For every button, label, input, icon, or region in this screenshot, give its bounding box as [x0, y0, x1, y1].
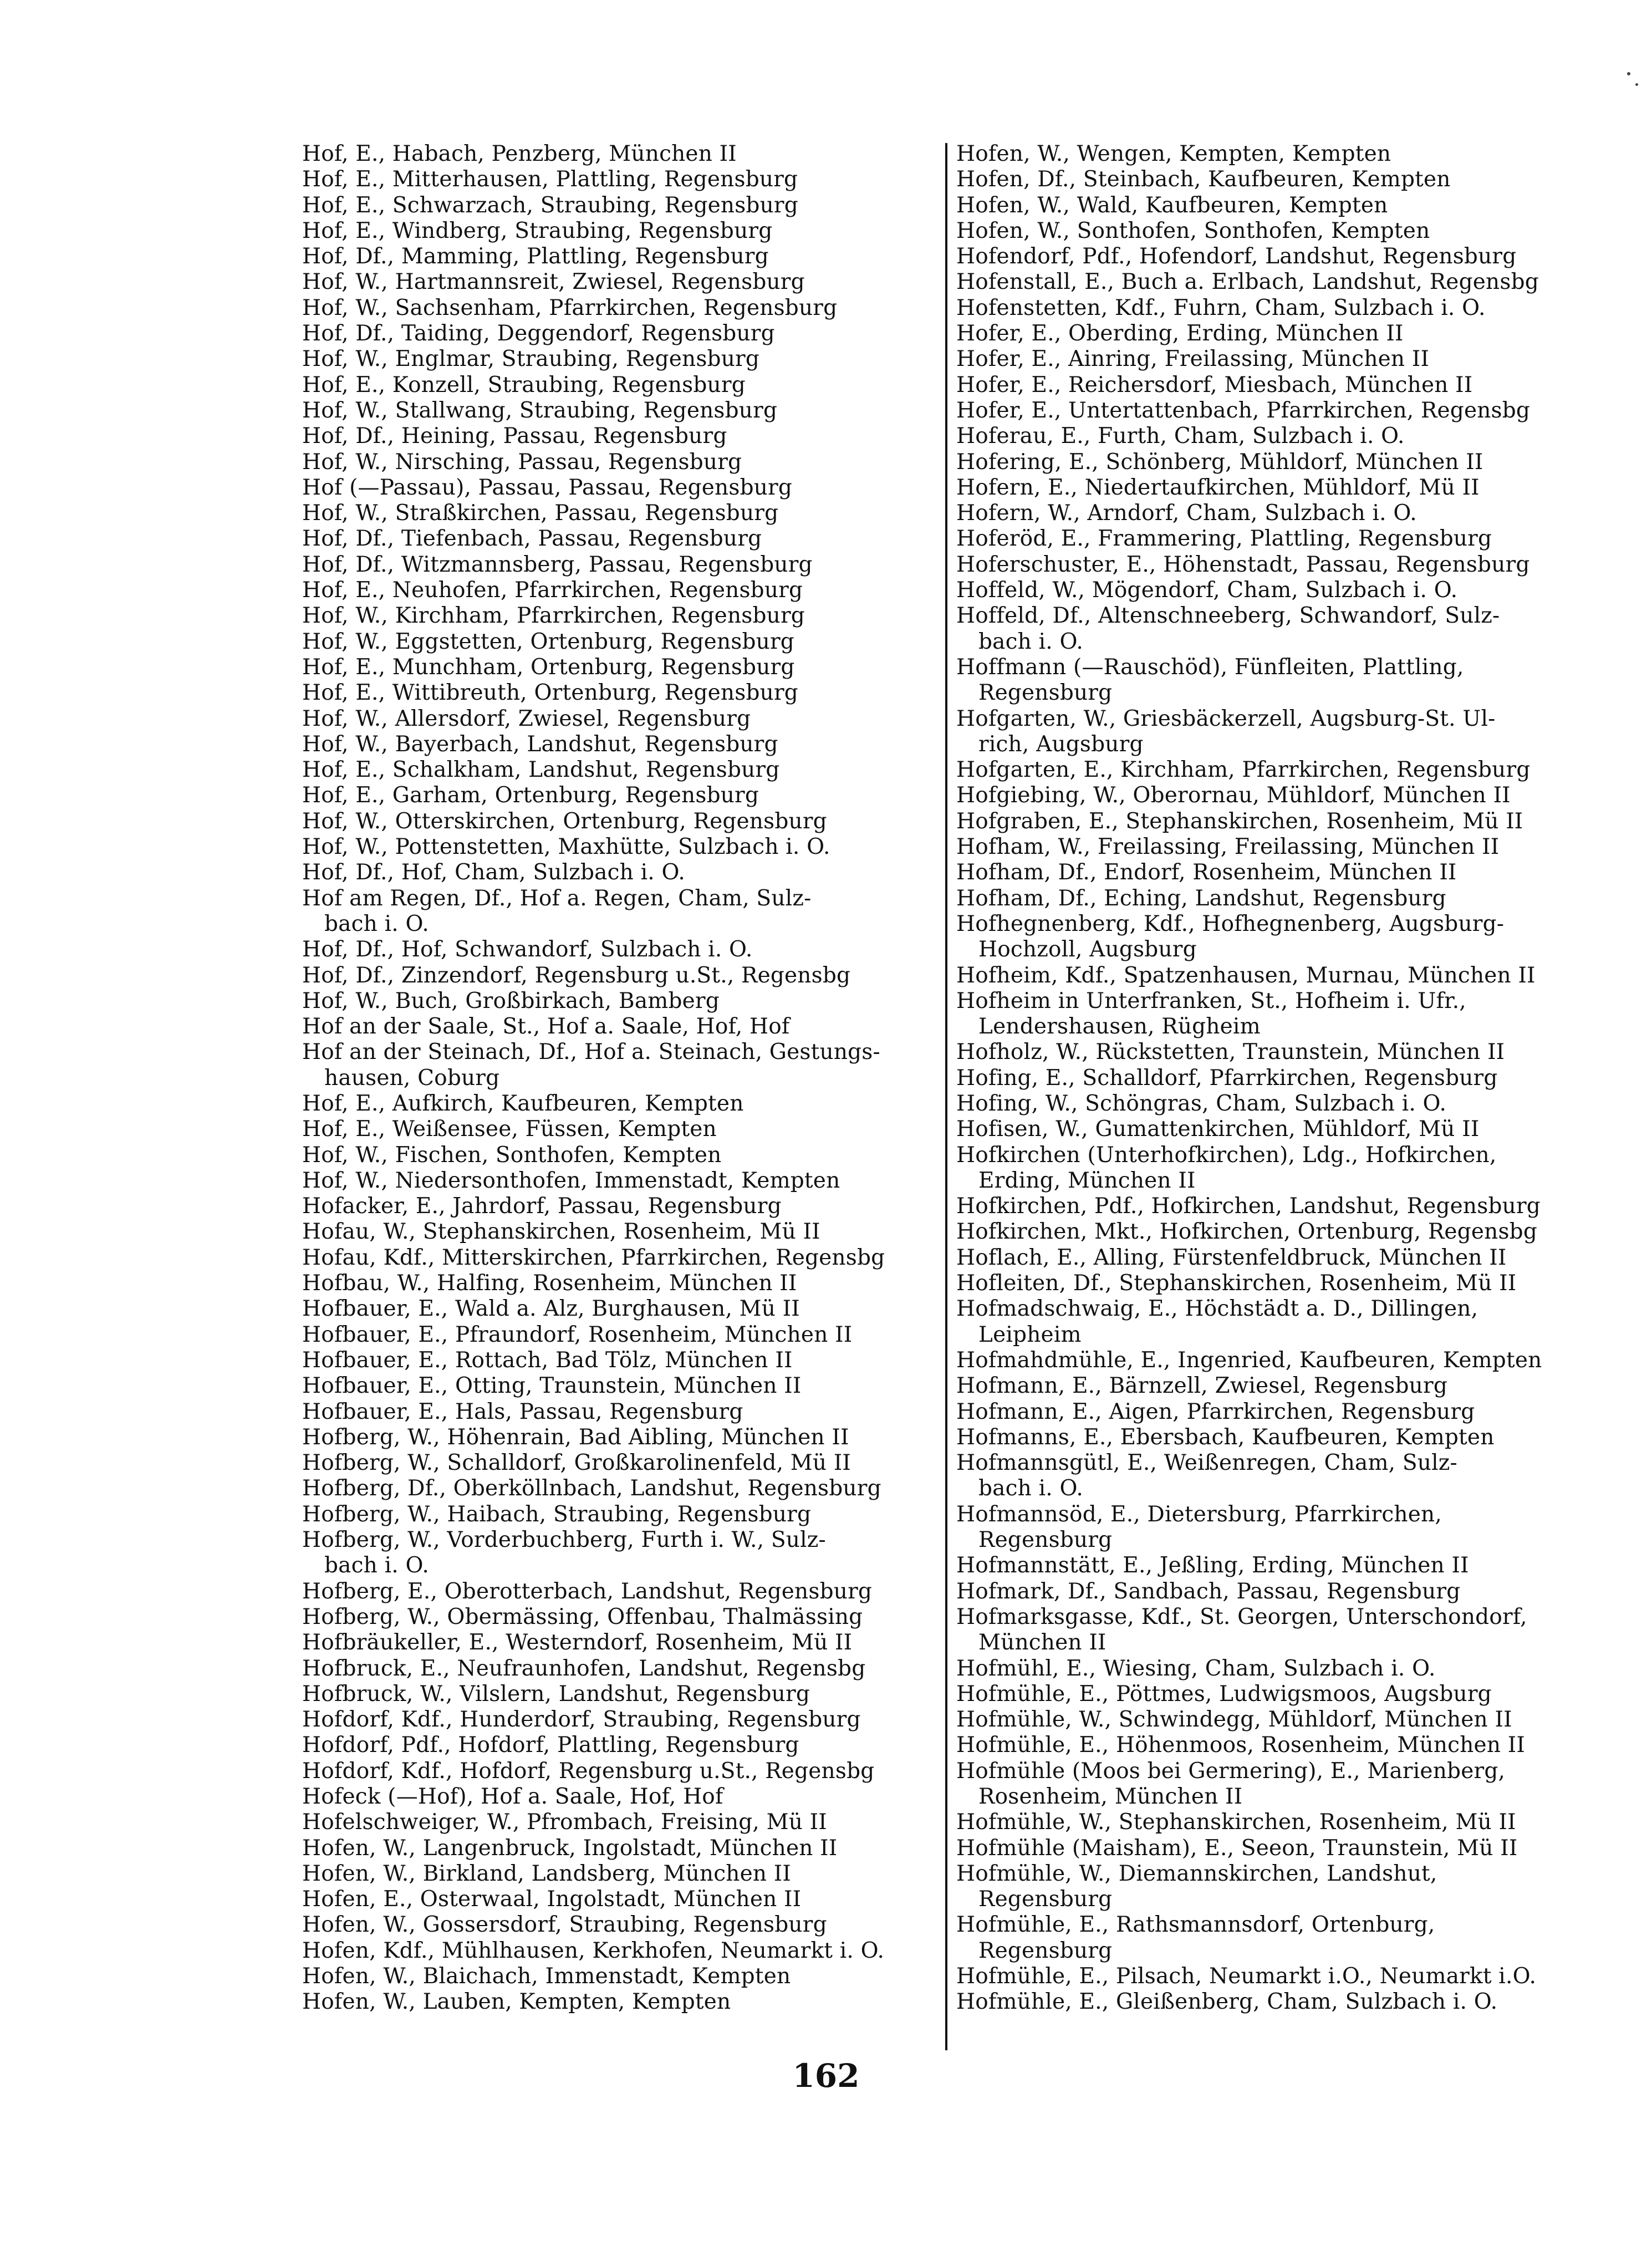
gazetteer-entry: Rosenheim, München II — [978, 1784, 1243, 1809]
gazetteer-entry: Hof, E., Weißensee, Füssen, Kempten — [302, 1117, 717, 1142]
gazetteer-entry: Hofacker, E., Jahrdorf, Passau, Regensburg — [302, 1194, 782, 1219]
gazetteer-entry: Hof, Df., Tiefenbach, Passau, Regensburg — [302, 526, 762, 552]
gazetteer-entry: Hof an der Steinach, Df., Hof a. Steinach, Gestungs- — [302, 1040, 880, 1065]
gazetteer-entry: Hof, E., Neuhofen, Pfarrkirchen, Regensburg — [302, 578, 803, 603]
gazetteer-entry: Hoferöd, E., Frammering, Plattling, Regensburg — [956, 526, 1492, 552]
gazetteer-entry: Hofham, Df., Eching, Landshut, Regensburg — [956, 885, 1446, 911]
gazetteer-entry: Hofbauer, E., Otting, Traunstein, München II — [302, 1373, 802, 1399]
scan-speck — [1627, 72, 1630, 75]
gazetteer-entry: Hofen, Df., Steinbach, Kaufbeuren, Kempten — [956, 167, 1451, 192]
gazetteer-entry: Hofberg, E., Oberotterbach, Landshut, Regensburg — [302, 1578, 873, 1604]
gazetteer-entry: Hof an der Saale, St., Hof a. Saale, Hof, Hof — [302, 1014, 790, 1040]
gazetteer-entry: Hofau, W., Stephanskirchen, Rosenheim, Mü II — [302, 1219, 820, 1245]
gazetteer-entry: Hofbauer, E., Rottach, Bad Tölz, München II — [302, 1347, 793, 1373]
gazetteer-entry: Hofmühle (Moos bei Germering), E., Marienberg, — [956, 1758, 1506, 1784]
gazetteer-entry: Hof, Df., Heining, Passau, Regensburg — [302, 424, 727, 449]
gazetteer-entry: Hofering, E., Schönberg, Mühldorf, München II — [956, 449, 1483, 475]
gazetteer-entry: Hof, W., Nirsching, Passau, Regensburg — [302, 449, 742, 475]
gazetteer-entry: Hof, E., Windberg, Straubing, Regensburg — [302, 218, 773, 243]
gazetteer-entry: Hof, Df., Hof, Cham, Sulzbach i. O. — [302, 860, 685, 885]
gazetteer-entry: Hofgarten, W., Griesbäckerzell, Augsburg-St. Ul- — [956, 706, 1496, 731]
gazetteer-entry: Hofholz, W., Rückstetten, Traunstein, München II — [956, 1040, 1505, 1065]
gazetteer-entry: Hofmühle, W., Diemannskirchen, Landshut, — [956, 1861, 1437, 1886]
gazetteer-entry: Hofberg, Df., Oberköllnbach, Landshut, Regensburg — [302, 1476, 881, 1501]
gazetteer-entry: Hof, E., Wittibreuth, Ortenburg, Regensburg — [302, 680, 798, 706]
gazetteer-entry: Hof, W., Englmar, Straubing, Regensburg — [302, 347, 760, 372]
gazetteer-entry: Hof, W., Hartmannsreit, Zwiesel, Regensburg — [302, 269, 805, 295]
gazetteer-entry: Hof, W., Straßkirchen, Passau, Regensburg — [302, 501, 779, 526]
gazetteer-entry: Hoffeld, Df., Altenschneeberg, Schwandorf, Sulz- — [956, 603, 1500, 629]
page-number: 162 — [792, 2057, 860, 2095]
gazetteer-entry: Hofbruck, E., Neufraunhofen, Landshut, Regensbg — [302, 1656, 866, 1681]
gazetteer-entry: Hofdorf, Kdf., Hofdorf, Regensburg u.St., Regensbg — [302, 1758, 875, 1784]
gazetteer-entry: Hof, E., Munchham, Ortenburg, Regensburg — [302, 654, 795, 680]
gazetteer-entry: Hofmühle, E., Rathsmannsdorf, Ortenburg, — [956, 1912, 1435, 1938]
gazetteer-entry: Hofbruck, W., Vilslern, Landshut, Regensburg — [302, 1681, 810, 1707]
gazetteer-entry: Hofer, E., Reichersdorf, Miesbach, München II — [956, 372, 1473, 398]
gazetteer-entry: Regensburg — [978, 1527, 1113, 1553]
gazetteer-entry: Hochzoll, Augsburg — [978, 937, 1197, 962]
gazetteer-entry: Hof, W., Buch, Großbirkach, Bamberg — [302, 988, 720, 1014]
gazetteer-entry: Hof, W., Bayerbach, Landshut, Regensburg — [302, 731, 778, 757]
gazetteer-entry: bach i. O. — [978, 629, 1083, 654]
gazetteer-entry: Hof, Df., Zinzendorf, Regensburg u.St., Regensbg — [302, 962, 851, 988]
gazetteer-entry: Hofen, W., Gossersdorf, Straubing, Regensburg — [302, 1912, 827, 1938]
gazetteer-entry: Hoferschuster, E., Höhenstadt, Passau, Regensburg — [956, 552, 1530, 577]
gazetteer-entry: Hofmannstätt, E., Jeßling, Erding, München II — [956, 1553, 1469, 1578]
gazetteer-entry: Hofmark, Df., Sandbach, Passau, Regensburg — [956, 1578, 1461, 1604]
gazetteer-entry: Hofer, E., Ainring, Freilassing, München II — [956, 347, 1430, 372]
gazetteer-entry: Hof, E., Konzell, Straubing, Regensburg — [302, 372, 746, 398]
gazetteer-entry: Hof, E., Habach, Penzberg, München II — [302, 141, 737, 166]
gazetteer-entry: Hofbauer, E., Hals, Passau, Regensburg — [302, 1399, 743, 1424]
gazetteer-entry: Hofmahdmühle, E., Ingenried, Kaufbeuren, Kempten — [956, 1347, 1542, 1373]
gazetteer-entry: Hofbau, W., Halfing, Rosenheim, München II — [302, 1271, 797, 1296]
gazetteer-entry: Hofenstall, E., Buch a. Erlbach, Landshut, Regensbg — [956, 269, 1539, 295]
gazetteer-entry: Hofberg, W., Obermässing, Offenbau, Thalmässing — [302, 1604, 863, 1629]
gazetteer-entry: Hofenstetten, Kdf., Fuhrn, Cham, Sulzbach i. O. — [956, 295, 1486, 320]
gazetteer-entry: Hofberg, W., Haibach, Straubing, Regensburg — [302, 1501, 812, 1527]
gazetteer-entry: Hofisen, W., Gumattenkirchen, Mühldorf, Mü II — [956, 1117, 1480, 1142]
gazetteer-entry: Hof, W., Kirchham, Pfarrkirchen, Regensburg — [302, 603, 805, 629]
gazetteer-entry: Hofkirchen, Pdf., Hofkirchen, Landshut, Regensburg — [956, 1194, 1541, 1219]
gazetteer-entry: Hofgiebing, W., Oberornau, Mühldorf, München II — [956, 783, 1511, 808]
gazetteer-entry: Hofkirchen (Unterhofkirchen), Ldg., Hofkirchen, — [956, 1142, 1497, 1168]
gazetteer-entry: Hofendorf, Pdf., Hofendorf, Landshut, Regensburg — [956, 244, 1517, 269]
gazetteer-entry: Hofdorf, Kdf., Hunderdorf, Straubing, Regensburg — [302, 1707, 861, 1733]
gazetteer-entry: Regensburg — [978, 1887, 1113, 1912]
gazetteer-entry: Hofing, W., Schöngras, Cham, Sulzbach i. O. — [956, 1091, 1447, 1116]
gazetteer-entry: Hofgraben, E., Stephanskirchen, Rosenheim, Mü II — [956, 808, 1523, 834]
gazetteer-entry: Hofen, W., Langenbruck, Ingolstadt, München II — [302, 1835, 838, 1861]
gazetteer-entry: Hof, E., Schalkham, Landshut, Regensburg — [302, 757, 780, 783]
gazetteer-entry: Hofer, E., Untertattenbach, Pfarrkirchen, Regensbg — [956, 398, 1531, 423]
gazetteer-entry: Hof, W., Stallwang, Straubing, Regensburg — [302, 398, 778, 423]
gazetteer-entry: Hofen, W., Sonthofen, Sonthofen, Kempten — [956, 218, 1430, 243]
column-divider — [945, 143, 947, 2050]
gazetteer-entry: Hof, W., Pottenstetten, Maxhütte, Sulzbach i. O. — [302, 834, 830, 860]
gazetteer-entry: Hofleiten, Df., Stephanskirchen, Rosenheim, Mü II — [956, 1271, 1517, 1296]
gazetteer-entry: Hof, Df., Witzmannsberg, Passau, Regensburg — [302, 552, 813, 577]
gazetteer-entry: Hof, E., Mitterhausen, Plattling, Regensburg — [302, 167, 798, 192]
gazetteer-entry: Hofmühle, E., Pöttmes, Ludwigsmoos, Augsburg — [956, 1681, 1492, 1707]
gazetteer-entry: Hof, Df., Mamming, Plattling, Regensburg — [302, 244, 769, 269]
scan-speck — [1635, 83, 1638, 86]
gazetteer-entry: Hofing, E., Schalldorf, Pfarrkirchen, Regensburg — [956, 1065, 1498, 1091]
gazetteer-entry: Hofham, W., Freilassing, Freilassing, München II — [956, 834, 1500, 860]
left-column — [302, 141, 940, 2015]
gazetteer-entry: Hoffeld, W., Mögendorf, Cham, Sulzbach i. O. — [956, 578, 1458, 603]
gazetteer-entry: bach i. O. — [324, 1553, 429, 1578]
gazetteer-entry: Hofen, W., Birkland, Landsberg, München II — [302, 1861, 792, 1886]
gazetteer-entry: Hofmann, E., Bärnzell, Zwiesel, Regensburg — [956, 1373, 1447, 1399]
gazetteer-entry: Hof, W., Fischen, Sonthofen, Kempten — [302, 1142, 722, 1168]
gazetteer-entry: Hof, W., Otterskirchen, Ortenburg, Regensburg — [302, 808, 827, 834]
gazetteer-entry: rich, Augsburg — [978, 731, 1144, 757]
gazetteer-entry: Hofeck (—Hof), Hof a. Saale, Hof, Hof — [302, 1784, 723, 1809]
gazetteer-entry: Hofen, E., Osterwaal, Ingolstadt, München II — [302, 1887, 802, 1912]
gazetteer-entry: Hofbauer, E., Wald a. Alz, Burghausen, Mü II — [302, 1296, 800, 1322]
gazetteer-entry: Hof, Df., Hof, Schwandorf, Sulzbach i. O. — [302, 937, 753, 962]
gazetteer-entry: Hofen, W., Blaichach, Immenstadt, Kempten — [302, 1964, 791, 1989]
gazetteer-entry: Hofen, Kdf., Mühlhausen, Kerkhofen, Neumarkt i. O. — [302, 1938, 885, 1963]
gazetteer-entry: Hof, W., Eggstetten, Ortenburg, Regensburg — [302, 629, 794, 654]
gazetteer-entry: Hofmarksgasse, Kdf., St. Georgen, Unterschondorf, — [956, 1604, 1527, 1629]
gazetteer-entry: Hofberg, W., Vorderbuchberg, Furth i. W., Sulz- — [302, 1527, 826, 1553]
gazetteer-entry: Hofen, W., Lauben, Kempten, Kempten — [302, 1989, 731, 2015]
gazetteer-entry: Hofern, W., Arndorf, Cham, Sulzbach i. O. — [956, 501, 1417, 526]
gazetteer-entry: Hof, E., Schwarzach, Straubing, Regensburg — [302, 192, 798, 218]
gazetteer-entry: Hof, W., Allersdorf, Zwiesel, Regensburg — [302, 706, 751, 731]
gazetteer-entry: Hofgarten, E., Kirchham, Pfarrkirchen, Regensburg — [956, 757, 1531, 783]
gazetteer-entry: Hofheim in Unterfranken, St., Hofheim i. Ufr., — [956, 988, 1466, 1014]
gazetteer-entry: Hofmühle, E., Gleißenberg, Cham, Sulzbach i. O. — [956, 1989, 1498, 2015]
gazetteer-entry: Hofberg, W., Höhenrain, Bad Aibling, München II — [302, 1424, 849, 1450]
gazetteer-entry: Hofmühle, E., Pilsach, Neumarkt i.O., Neumarkt i.O. — [956, 1964, 1537, 1989]
gazetteer-entry: Hofmannsgütl, E., Weißenregen, Cham, Sulz- — [956, 1450, 1457, 1476]
gazetteer-entry: Hoffmann (—Rauschöd), Fünfleiten, Plattling, — [956, 654, 1464, 680]
gazetteer-entry: Hofmadschwaig, E., Höchstädt a. D., Dillingen, — [956, 1296, 1478, 1322]
gazetteer-entry: Lendershausen, Rügheim — [978, 1014, 1261, 1040]
gazetteer-entry: Hofer, E., Oberding, Erding, München II — [956, 321, 1404, 347]
gazetteer-entry: Hofkirchen, Mkt., Hofkirchen, Ortenburg, Regensbg — [956, 1219, 1538, 1245]
gazetteer-entry: Hof, E., Aufkirch, Kaufbeuren, Kempten — [302, 1091, 744, 1116]
gazetteer-entry: Hofen, W., Wald, Kaufbeuren, Kempten — [956, 192, 1388, 218]
gazetteer-entry: Hofmühle, W., Schwindegg, Mühldorf, München II — [956, 1707, 1512, 1733]
gazetteer-entry: Hofmannsöd, E., Dietersburg, Pfarrkirchen, — [956, 1501, 1442, 1527]
gazetteer-entry: bach i. O. — [978, 1476, 1083, 1501]
gazetteer-entry: hausen, Coburg — [324, 1065, 500, 1091]
gazetteer-entry: Hofen, W., Wengen, Kempten, Kempten — [956, 141, 1391, 166]
gazetteer-entry: Hofbauer, E., Pfraundorf, Rosenheim, München II — [302, 1322, 853, 1347]
gazetteer-entry: Hof, Df., Taiding, Deggendorf, Regensburg — [302, 321, 775, 347]
gazetteer-entry: Hof, E., Garham, Ortenburg, Regensburg — [302, 783, 759, 808]
gazetteer-entry: Hofmanns, E., Ebersbach, Kaufbeuren, Kempten — [956, 1424, 1495, 1450]
gazetteer-entry: Hofmann, E., Aigen, Pfarrkirchen, Regensburg — [956, 1399, 1475, 1424]
gazetteer-entry: Hoflach, E., Alling, Fürstenfeldbruck, München II — [956, 1245, 1507, 1270]
gazetteer-entry: Hofbräukeller, E., Westerndorf, Rosenheim, Mü II — [302, 1630, 853, 1656]
gazetteer-entry: Hoferau, E., Furth, Cham, Sulzbach i. O. — [956, 424, 1405, 449]
gazetteer-entry: Hof, W., Niedersonthofen, Immenstadt, Kempten — [302, 1168, 840, 1193]
gazetteer-entry: München II — [978, 1630, 1107, 1656]
gazetteer-entry: Regensburg — [978, 680, 1113, 706]
gazetteer-entry: Hofmühl, E., Wiesing, Cham, Sulzbach i. O. — [956, 1656, 1436, 1681]
gazetteer-entry: Hof (—Passau), Passau, Passau, Regensburg — [302, 475, 793, 500]
gazetteer-entry: Hof am Regen, Df., Hof a. Regen, Cham, Sulz- — [302, 885, 812, 911]
gazetteer-entry: Hofham, Df., Endorf, Rosenheim, München II — [956, 860, 1457, 885]
gazetteer-entry: Hofmühle, W., Stephanskirchen, Rosenheim, Mü II — [956, 1810, 1516, 1835]
gazetteer-entry: Hofdorf, Pdf., Hofdorf, Plattling, Regensburg — [302, 1733, 799, 1758]
gazetteer-entry: Hofmühle, E., Höhenmoos, Rosenheim, München II — [956, 1733, 1525, 1758]
gazetteer-entry: Regensburg — [978, 1938, 1113, 1963]
gazetteer-entry: Hofberg, W., Schalldorf, Großkarolinenfeld, Mü II — [302, 1450, 852, 1476]
right-column — [956, 141, 1616, 2015]
gazetteer-entry: bach i. O. — [324, 911, 429, 936]
gazetteer-entry: Hofau, Kdf., Mitterskirchen, Pfarrkirchen, Regensbg — [302, 1245, 885, 1270]
gazetteer-entry: Hofhegnenberg, Kdf., Hofhegnenberg, Augsburg- — [956, 911, 1505, 936]
gazetteer-entry: Erding, München II — [978, 1168, 1196, 1193]
gazetteer-entry: Hofern, E., Niedertaufkirchen, Mühldorf, Mü II — [956, 475, 1480, 500]
gazetteer-entry: Hof, W., Sachsenham, Pfarrkirchen, Regensburg — [302, 295, 838, 320]
gazetteer-entry: Hofmühle (Maisham), E., Seeon, Traunstein, Mü II — [956, 1835, 1518, 1861]
gazetteer-entry: Hofheim, Kdf., Spatzenhausen, Murnau, München II — [956, 962, 1536, 988]
gazetteer-entry: Hofelschweiger, W., Pfrombach, Freising, Mü II — [302, 1810, 827, 1835]
gazetteer-entry: Leipheim — [978, 1322, 1082, 1347]
